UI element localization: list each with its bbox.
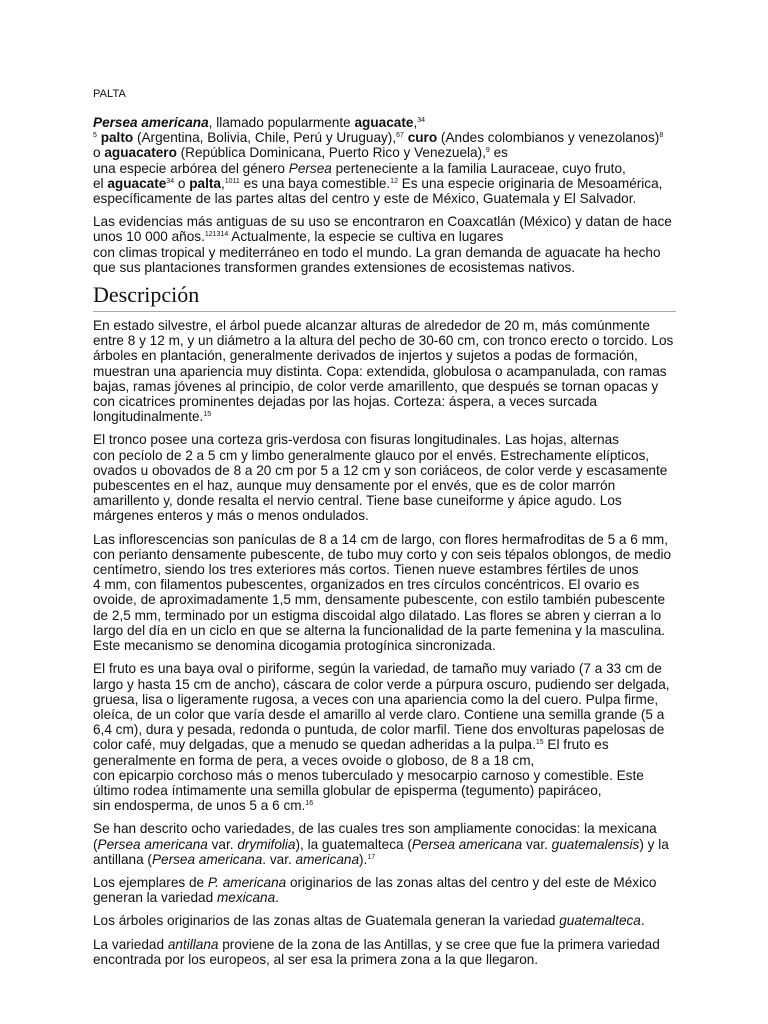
section-heading-descripcion: Descripción [93, 283, 676, 312]
description-paragraph-7: Los árboles originarios de las zonas altas de Guatemala generan la variedad guatemalteca. [93, 913, 645, 929]
description-paragraph-5: Se han descrito ocho variedades, de las cuales tres son ampliamente conocidas: la mexicana (Persea americana var. drymifolia), la guatemalteca (Persea americana var. guatemalensis) y la antillana (Persea americana. var. americana).$^{17}$ [93, 821, 669, 867]
description-paragraph-8: La variedad antillana proviene de la zona de las Antillas, y se cree que fue la primera variedad encontrada por los europeos, al ser esa la primera zona a la que llegaron. [93, 936, 660, 967]
citation-ref[interactable]: 5 [93, 132, 97, 140]
citation-ref[interactable]: 67 [396, 132, 404, 140]
citation-ref[interactable]: 15 [535, 739, 544, 747]
description-paragraph-4: El fruto es una baya oval o piriforme, según la variedad, de tamaño muy variado (7 a 33 cm de largo y hasta 15 cm de ancho), cáscara de color verde a púrpura oscuro, pudiendo ser delgada, gruesa, lisa o ligeramente rugosa, a veces con una apariencia como la del cuero. Pulpa firme, oleíca, de un color que varía desde el amarillo al verde claro. Contiene una semilla grande (5 a 6,4 cm), dura y pesada, redonda o puntuda, de color marfil. Tiene dos envolturas papelosas de color café, muy delgadas, que a menudo se quedan adheridas a la pulpa.$^{15}$ El fruto es generalmente en forma de pera, a veces ovoide o globoso, de 8 a 18 cm, con epicarpio corchoso más o menos tuberculado y mesocarpio carnoso y comestible. Este último rodea íntimamente una semilla globular de episperma (tegumento) papiráceo, sin endosperma, de unos 5 a 6 cm.$^{16}$ [93, 661, 670, 814]
citation-ref[interactable]: 8 [659, 132, 664, 140]
citation-ref[interactable]: 17 [367, 853, 376, 861]
page-label: PALTA [93, 88, 126, 100]
citation-ref[interactable]: 16 [305, 800, 314, 808]
citation-ref[interactable]: 34 [417, 117, 425, 124]
citation-ref[interactable]: 1011 [224, 177, 240, 185]
citation-ref[interactable]: 15 [203, 411, 212, 419]
description-paragraph-3: Las inflorescencias son panículas de 8 a 14 cm de largo, con flores hermafroditas de 5 a 6 mm, con perianto densamente pubescente, de tubo muy corto y con seis tépalos oblongos, de medio centímetro, siendo los tres exteriores más cortos. Tienen nueve estambres fértiles de unos 4 mm, con filamentos pubescentes, organizados en tres círculos concéntricos. El ovario es ovoide, de aproximadamente 1,5 mm, densamente pubescente, con estilo también pubescente de 2,5 mm, terminado por un estigma discoidal algo dilatado. Las flores se abren y cierran a lo largo del día en un ciclo en que se alterna la funcionalidad de la parte femenina y la masculina. Este mecanismo se denomina dicogamia protogínica sincronizada. [93, 531, 672, 654]
intro-paragraph-2: Las evidencias más antiguas de su uso se encontraron en Coaxcatlán (México) y datan de hace unos 10 000 años.$^{121314}$ Actualmente, la especie se cultiva en lugares con climas tropical y mediterráneo en todo el mundo. La gran demanda de aguacate ha hecho que sus plantaciones transformen grandes extensiones de ecosistemas nativos. [93, 214, 672, 275]
description-paragraph-2: El tronco posee una corteza gris-verdosa con fisuras longitudinales. Las hojas, alternas con pecíolo de 2 a 5 cm y limbo generalmente glauco por el envés. Estrechamente elípticos, ovados u obovados de 8 a 20 cm por 5 a 12 cm y son coriáceos, de color verde y escasamente pubescentes en el haz, aunque muy densamente por el envés, que es de color marrón amarillento y, donde resalta el nervio central. Tiene base cuneiforme y ápice agudo. Los márgenes enteros y más o menos ondulados. [93, 432, 668, 524]
description-paragraph-6: Los ejemplares de P. americana originarios de las zonas altas del centro y del este de México generan la variedad mexicana. [93, 874, 657, 906]
scientific-name: Persea americana [93, 115, 209, 130]
citation-ref[interactable]: 34 [166, 177, 175, 185]
citation-ref[interactable]: 12 [390, 177, 398, 185]
intro-paragraph-1: Persea americana, llamado popularmente aguacate,$^{34}$ $^5$ palto (Argentina, Bolivia, Chile, Perú y Uruguay),$^{67}$ curo (Andes colombianos y venezolanos)$^8$ o aguacatero (República Dominicana, Puerto Rico y Venezuela),$^9$ es una especie arbórea del género Persea perteneciente a la familia Lauraceae, cuyo fruto, el aguacate$^{34}$ o palta,$^{1011}$ es una baya comestible.$^{12}$ Es una especie originaria de Mesoamérica, específicamente de las partes altas del centro y este de México, Guatemala y El Salvador. [93, 115, 664, 207]
citation-ref[interactable]: 121314 [204, 231, 229, 239]
description-paragraph-1: En estado silvestre, el árbol puede alcanzar alturas de alrededor de 20 m, más comúnmente entre 8 y 12 m, y un diámetro a la altura del pecho de 30-60 cm, con tronco erecto o torcido. Los árboles en plantación, generalmente derivados de injertos y sujetos a podas de formación, muestran una apariencia muy distinta. Copa: extendida, globulosa o acampanulada, con ramas bajas, ramas jóvenes al principio, de color verde amarillento, que después se tornan opacas y con cicatrices prominentes dejadas por las hojas. Corteza: áspera, a veces surcada longitudinalmente.$^{15}$ [93, 318, 674, 425]
citation-ref[interactable]: 9 [485, 147, 490, 155]
